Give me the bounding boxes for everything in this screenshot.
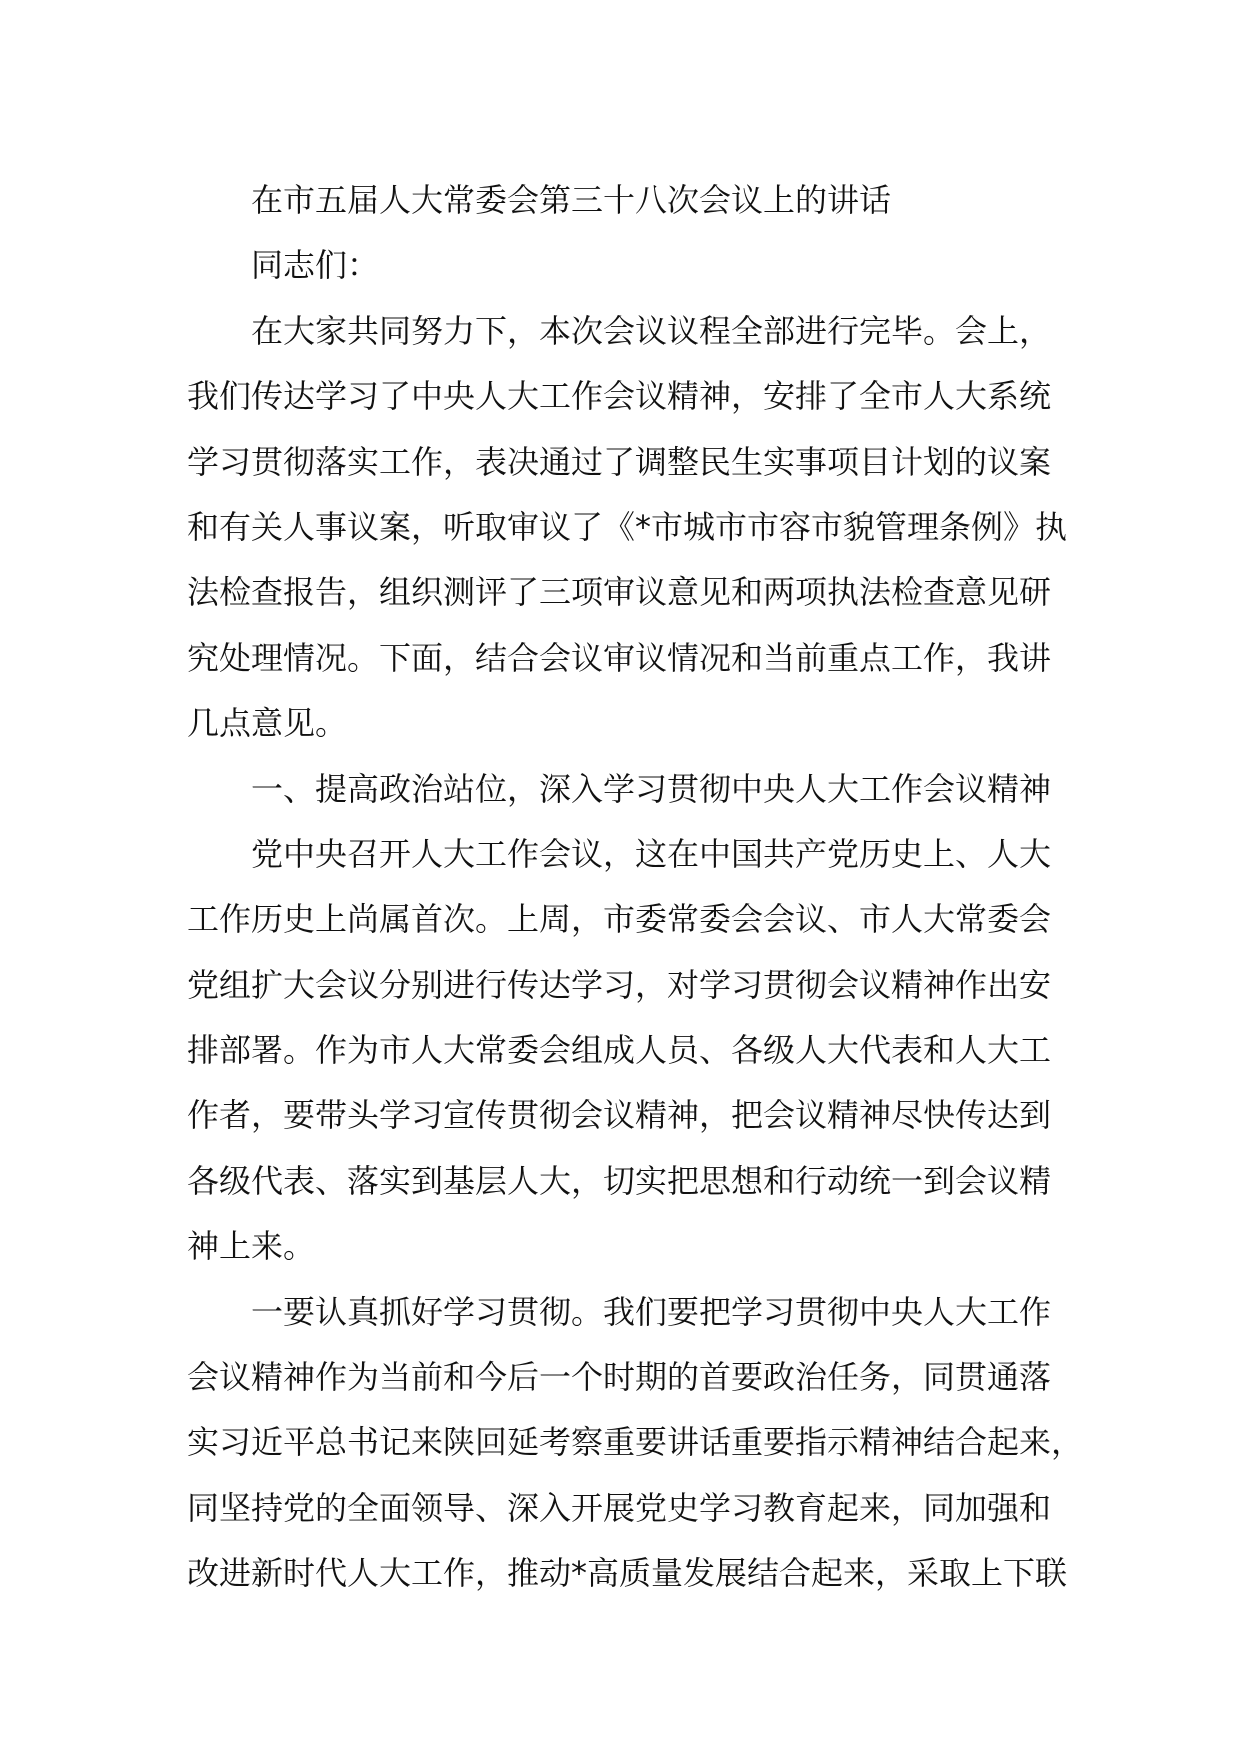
- paragraph-line: 会议精神作为当前和今后一个时期的首要政治任务，同贯通落: [187, 1358, 1052, 1397]
- paragraph-line: 学习贯彻落实工作，表决通过了调整民生实事项目计划的议案: [187, 442, 1052, 481]
- section-heading-1: [187, 757, 1067, 822]
- paragraph-line: 排部署。作为市人大常委会组成人员、各级人大代表和人大工: [187, 1031, 1052, 1070]
- paragraph-line: 同坚持党的全面领导、深入开展党史学习教育起来，同加强和: [187, 1488, 1052, 1527]
- paragraph-line: 各级代表、落实到基层人大，切实把思想和行动统一到会议精: [187, 1161, 1052, 1200]
- paragraph-1: [187, 299, 1067, 757]
- paragraph-line: 在大家共同努力下，本次会议议程全部进行完毕。会上，: [251, 311, 1052, 350]
- paragraph-3: [187, 1280, 1084, 1607]
- paragraph-line: 改进新时代人大工作，推动*高质量发展结合起来，采取上下联: [187, 1554, 1068, 1593]
- paragraph-line: 党中央召开人大工作会议，这在中国共产党历史上、人大: [251, 834, 1052, 873]
- paragraph-line: 作者，要带头学习宣传贯彻会议精神，把会议精神尽快传达到: [187, 1096, 1052, 1135]
- paragraph-line: 工作历史上尚属首次。上周，市委常委会会议、市人大常委会: [187, 900, 1052, 939]
- salutation: 同志们：: [251, 246, 380, 285]
- document-title: 在市五届人大常委会第三十八次会议上的讲话: [251, 181, 892, 219]
- section-heading: 一、提高政治站位，深入学习贯彻中央人大工作会议精神: [251, 769, 1052, 808]
- paragraph-line: 几点意见。: [187, 704, 348, 743]
- paragraph-line: 究处理情况。下面，结合会议审议情况和当前重点工作，我讲: [187, 638, 1052, 677]
- paragraph-line: 神上来。: [187, 1227, 316, 1266]
- paragraph-line: 党组扩大会议分别进行传达学习，对学习贯彻会议精神作出安: [187, 965, 1052, 1004]
- paragraph-line: 实习近平总书记来陕回延考察重要讲话重要指示精神结合起来，: [187, 1423, 1084, 1462]
- paragraph-line: 和有关人事议案，听取审议了《*市城市市容市貌管理条例》执: [187, 507, 1068, 546]
- paragraph-line: 一要认真抓好学习贯彻。我们要把学习贯彻中央人大工作: [251, 1292, 1052, 1331]
- paragraph-line: 法检查报告，组织测评了三项审议意见和两项执法检查意见研: [187, 573, 1052, 612]
- document-body: [187, 168, 1084, 1607]
- paragraph-line: 我们传达学习了中央人大工作会议精神，安排了全市人大系统: [187, 377, 1052, 416]
- paragraph-2: [187, 822, 1067, 1280]
